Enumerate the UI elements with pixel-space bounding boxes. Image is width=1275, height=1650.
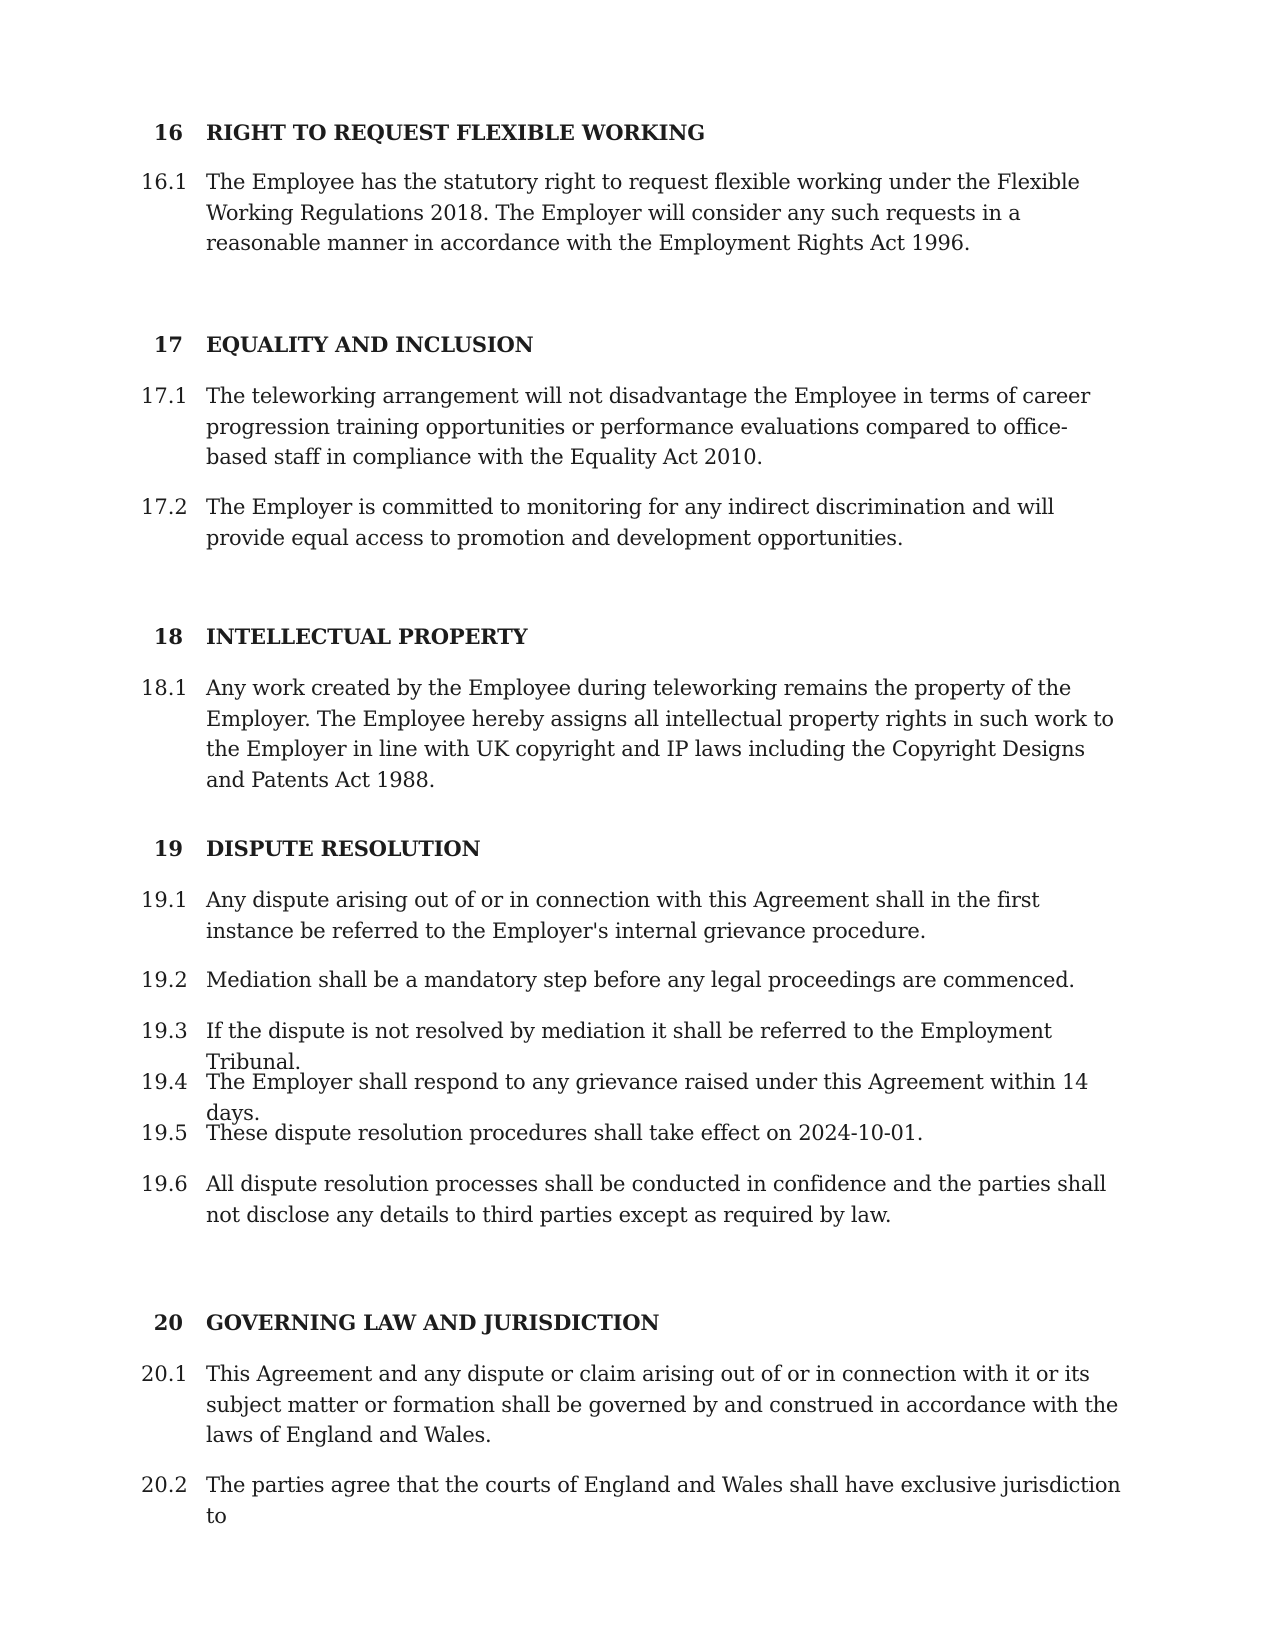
section-title: INTELLECTUAL PROPERTY [206, 624, 528, 649]
clause-number: 17.1 [141, 384, 188, 408]
clause-text: The teleworking arrangement will not disadvantage the Employee in terms of career progression training opportunities or performance evaluations compared to office-based staff in compliance with the Equality Act 2010. [206, 384, 1091, 469]
section-title: DISPUTE RESOLUTION [206, 836, 481, 861]
section-number: 20 [153, 1310, 183, 1335]
clause-number: 18.1 [141, 676, 188, 700]
clause-text: The Employer is committed to monitoring for any indirect discrimination and will provide equal access to promotion and development opportunities. [206, 495, 1055, 550]
clause-number: 20.2 [141, 1473, 188, 1497]
clause-number: 17.2 [141, 495, 188, 519]
clause-text: The Employee has the statutory right to request flexible working under the Flexible Working Regulations 2018. The Employer will consider any such requests in a reasonable manner in accordance with the Employment Rights Act 1996. [206, 170, 1080, 255]
clause-number: 19.5 [141, 1121, 188, 1145]
clause-text: The parties agree that the courts of England and Wales shall have exclusive jurisdiction to [206, 1473, 1121, 1528]
section-heading [0, 330, 1275, 360]
section-number: 16 [153, 120, 183, 145]
clause-number: 19.2 [141, 968, 188, 992]
section-title: EQUALITY AND INCLUSION [206, 332, 534, 357]
clause-text: This Agreement and any dispute or claim arising out of or in connection with it or its subject matter or formation shall be governed by and construed in accordance with the laws of England and Wales. [206, 1362, 1119, 1447]
section-title: RIGHT TO REQUEST FLEXIBLE WORKING [206, 120, 705, 145]
section-heading [0, 834, 1275, 864]
clause-text: If the dispute is not resolved by mediation it shall be referred to the Employment Tribunal. [206, 1019, 1052, 1074]
clause-text: All dispute resolution processes shall be conducted in confidence and the parties shall not disclose any details to third parties except as required by law. [206, 1172, 1107, 1227]
section-number: 19 [153, 836, 183, 861]
clause-number: 19.6 [141, 1172, 188, 1196]
clause-text: These dispute resolution procedures shall take effect on 2024-10-01. [206, 1121, 924, 1145]
clause-number: 19.1 [141, 888, 188, 912]
clause-text: Any dispute arising out of or in connection with this Agreement shall in the first instance be referred to the Employer's internal grievance procedure. [206, 888, 1040, 943]
section-heading [0, 622, 1275, 652]
clause-text: The Employer shall respond to any grievance raised under this Agreement within 14 days. [206, 1070, 1089, 1125]
clause-number: 19.4 [141, 1070, 188, 1094]
section-number: 18 [153, 624, 183, 649]
clause-number: 16.1 [141, 170, 188, 194]
section-heading [0, 1308, 1275, 1338]
section-heading [0, 118, 1275, 148]
section-title: GOVERNING LAW AND JURISDICTION [206, 1310, 660, 1335]
clause-number: 19.3 [141, 1019, 188, 1043]
clause-number: 20.1 [141, 1362, 188, 1386]
section-number: 17 [153, 332, 183, 357]
clause-text: Any work created by the Employee during teleworking remains the property of the Employer. The Employee hereby assigns all intellectual property rights in such work to the Employer in line with UK copyright and IP laws including the Copyright Designs and Patents Act 1988. [206, 676, 1114, 792]
clause-text: Mediation shall be a mandatory step before any legal proceedings are commenced. [206, 968, 1075, 992]
